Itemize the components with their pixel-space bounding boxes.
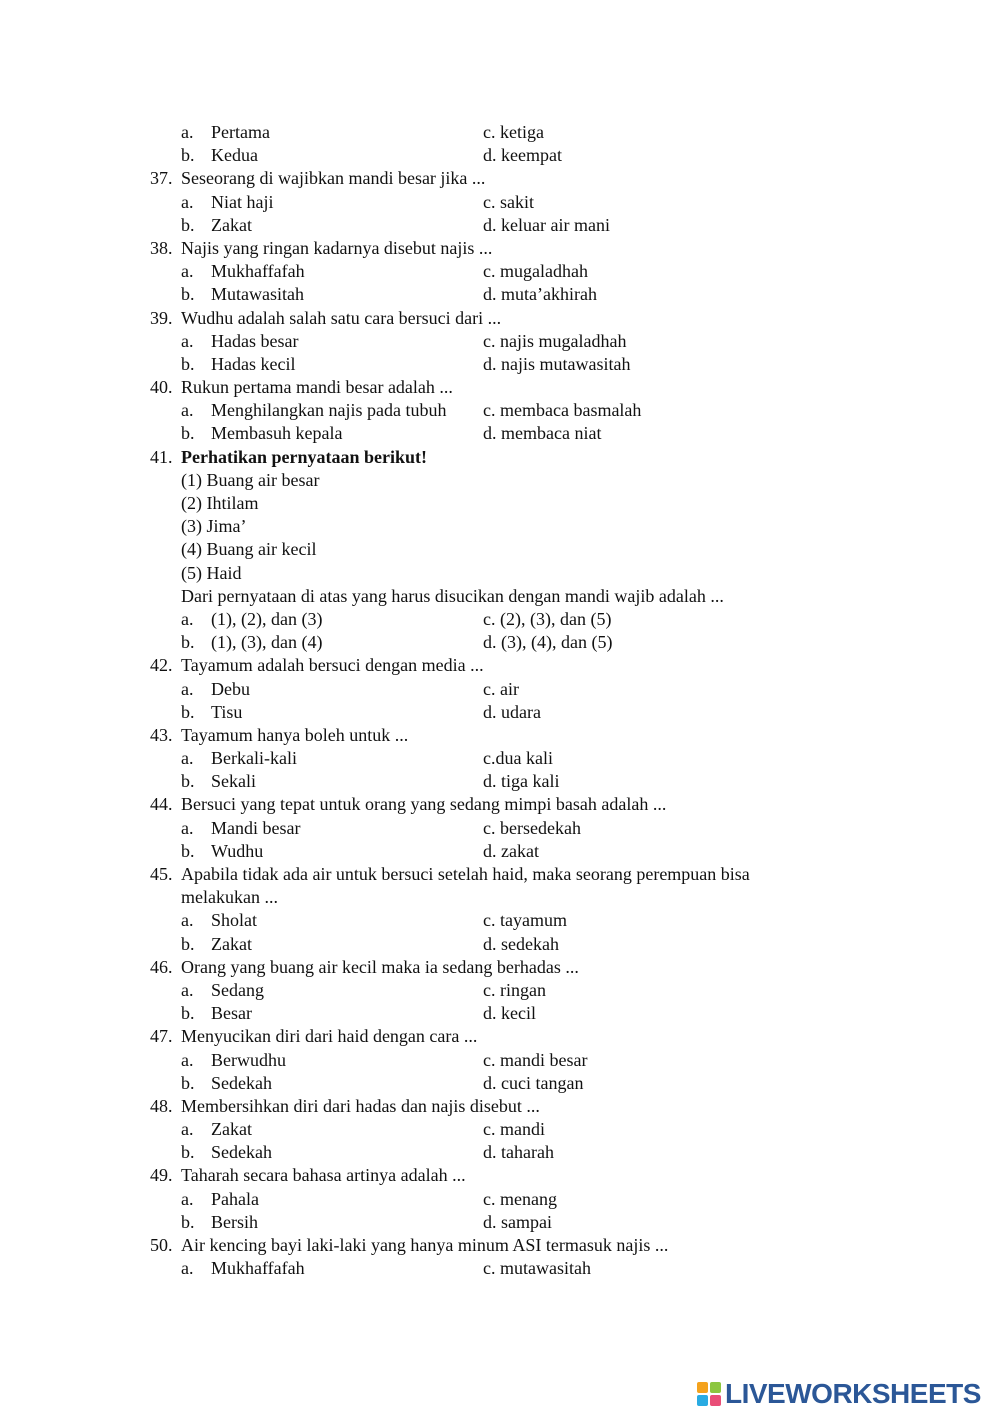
option-letter: b.	[181, 701, 195, 722]
option-right: d. udara	[483, 701, 541, 722]
question-line-text: (1) Buang air besar	[181, 469, 320, 490]
question-text: Tayamum hanya boleh untuk ...	[181, 724, 409, 745]
option-row	[0, 399, 1000, 422]
question-line-text: (4) Buang air kecil	[181, 539, 317, 560]
option-text: Pertama	[211, 122, 270, 142]
question-number: 45.	[150, 864, 173, 884]
option-text: Sedang	[211, 979, 264, 1000]
option-row	[0, 353, 1000, 376]
question-stem	[0, 167, 1000, 190]
question-number: 37.	[150, 168, 173, 189]
option-text: Menghilangkan najis pada tubuh	[211, 400, 447, 421]
question-number: 38.	[150, 237, 173, 258]
option-row	[0, 1072, 1000, 1095]
option-right: d. membaca niat	[483, 423, 602, 444]
option-right: c. air	[483, 678, 519, 699]
question-47	[0, 1025, 1000, 1095]
option-letter: b.	[181, 840, 195, 861]
option-right: d. sampai	[483, 1211, 552, 1232]
option-text: Sekali	[211, 771, 256, 792]
option-right: d. zakat	[483, 840, 539, 861]
question-stem	[0, 956, 1000, 979]
question-text: Bersuci yang tepat untuk orang yang sedang mimpi basah adalah ...	[181, 794, 667, 815]
option-right: c. mugaladhah	[483, 261, 588, 282]
option-letter: b.	[181, 284, 195, 305]
option-letter: b.	[181, 1211, 195, 1232]
option-row	[0, 121, 1000, 144]
option-right: c. mutawasitah	[483, 1258, 591, 1279]
option-right: d. kecil	[483, 1003, 536, 1024]
question-line	[0, 492, 1000, 515]
option-row	[0, 191, 1000, 214]
option-row	[0, 144, 1000, 167]
question-text: Seseorang di wajibkan mandi besar jika ...	[181, 168, 486, 189]
question-line	[0, 585, 1000, 608]
question-number: 49.	[150, 1165, 173, 1186]
option-right: d. najis mutawasitah	[483, 353, 631, 374]
option-letter: b.	[181, 933, 195, 954]
option-text: Mandi besar	[211, 817, 301, 838]
option-letter: a.	[181, 1258, 194, 1279]
question-stem	[0, 1164, 1000, 1187]
option-letter: b.	[181, 632, 195, 653]
question-43	[0, 724, 1000, 794]
option-right: d. tiga kali	[483, 771, 560, 792]
option-text: Besar	[211, 1003, 252, 1024]
question-stem	[0, 654, 1000, 677]
option-text: Membasuh kepala	[211, 423, 343, 444]
option-row	[0, 1211, 1000, 1234]
question-49	[0, 1164, 1000, 1234]
option-letter: a.	[181, 330, 194, 351]
option-right: d. (3), (4), dan (5)	[483, 632, 613, 653]
question-number: 43.	[150, 724, 173, 745]
option-right: c. membaca basmalah	[483, 400, 642, 421]
option-right: d. cuci tangan	[483, 1072, 584, 1093]
question-42	[0, 654, 1000, 724]
option-letter: b.	[181, 423, 195, 444]
option-row	[0, 1141, 1000, 1164]
question-number: 39.	[150, 307, 173, 328]
option-letter: a.	[181, 191, 194, 212]
option-text: Kedua	[211, 145, 258, 166]
question-stem	[0, 376, 1000, 399]
option-letter: a.	[181, 748, 194, 769]
question-46	[0, 956, 1000, 1026]
question-line	[0, 562, 1000, 585]
option-text: Debu	[211, 678, 250, 699]
question-number: 41.	[150, 446, 173, 467]
question-line	[0, 515, 1000, 538]
question-text: Najis yang ringan kadarnya disebut najis ...	[181, 237, 493, 258]
option-text: Sedekah	[211, 1142, 272, 1163]
question-text: Tayamum adalah bersuci dengan media ...	[181, 655, 484, 676]
option-row	[0, 979, 1000, 1002]
option-row	[0, 422, 1000, 445]
option-row	[0, 817, 1000, 840]
option-row	[0, 770, 1000, 793]
question-line	[0, 538, 1000, 561]
question-38	[0, 237, 1000, 307]
option-letter: a.	[181, 608, 194, 629]
option-letter: a.	[181, 1188, 194, 1209]
option-text: Wudhu	[211, 840, 264, 861]
question-stem	[0, 793, 1000, 816]
option-text: Berkali-kali	[211, 748, 297, 769]
option-right: c. tayamum	[483, 910, 567, 931]
question-text: Perhatikan pernyataan berikut!	[181, 446, 428, 467]
option-row	[0, 909, 1000, 932]
question-line-text: (3) Jima’	[181, 516, 247, 537]
question-line-text: (5) Haid	[181, 562, 242, 583]
option-letter: a.	[181, 400, 194, 421]
option-letter: a.	[181, 1119, 194, 1140]
option-text: (1), (3), dan (4)	[211, 632, 323, 653]
option-row	[0, 631, 1000, 654]
option-letter: b.	[181, 1003, 195, 1024]
liveworksheets-watermark	[697, 1378, 981, 1410]
question-stem	[0, 1025, 1000, 1048]
question-number: 46.	[150, 956, 173, 977]
question-50	[0, 1234, 1000, 1280]
option-row	[0, 1049, 1000, 1072]
question-line	[0, 469, 1000, 492]
question-number: 40.	[150, 377, 173, 398]
option-letter: a.	[181, 817, 194, 838]
option-row	[0, 933, 1000, 956]
question-number: 42.	[150, 655, 173, 676]
question-line-text: Dari pernyataan di atas yang harus disucikan dengan mandi wajib adalah ...	[181, 585, 724, 606]
option-right: c. ketiga	[483, 122, 544, 142]
question-line-text: melakukan ...	[181, 887, 278, 908]
option-letter: a.	[181, 910, 194, 931]
question-48	[0, 1095, 1000, 1165]
option-text: Tisu	[211, 701, 243, 722]
option-text: Zakat	[211, 1119, 252, 1140]
option-row	[0, 701, 1000, 724]
option-right: c. mandi	[483, 1119, 545, 1140]
option-right: c. ringan	[483, 979, 546, 1000]
question-37	[0, 167, 1000, 237]
question-stem	[0, 446, 1000, 469]
question-number: 47.	[150, 1026, 173, 1047]
option-letter: b.	[181, 1072, 195, 1093]
option-right: d. keluar air mani	[483, 214, 610, 235]
option-row	[0, 283, 1000, 306]
option-text: Hadas kecil	[211, 353, 296, 374]
option-row	[0, 214, 1000, 237]
option-row	[0, 1118, 1000, 1141]
option-right: d. taharah	[483, 1142, 554, 1163]
option-right: d. sedekah	[483, 933, 559, 954]
option-letter: a.	[181, 979, 194, 1000]
option-letter: a.	[181, 261, 194, 282]
option-text: Pahala	[211, 1188, 259, 1209]
option-text: Sholat	[211, 910, 258, 931]
question-stem	[0, 307, 1000, 330]
option-text: Berwudhu	[211, 1049, 286, 1070]
option-right: d. keempat	[483, 145, 562, 166]
question-40	[0, 376, 1000, 446]
liveworksheets-logo-icon	[697, 1382, 721, 1406]
option-right: c. bersedekah	[483, 817, 581, 838]
question-stem	[0, 863, 1000, 886]
question-44	[0, 793, 1000, 863]
option-text: Mukhaffafah	[211, 261, 305, 282]
option-right: c. menang	[483, 1188, 557, 1209]
option-right: c.dua kali	[483, 748, 553, 769]
question-text: Air kencing bayi laki-laki yang hanya minum ASI termasuk najis ...	[181, 1235, 669, 1255]
question-stem	[0, 1234, 1000, 1257]
brand-text: LIVEWORKSHEETS	[725, 1378, 981, 1409]
option-text: Zakat	[211, 933, 252, 954]
option-text: (1), (2), dan (3)	[211, 608, 323, 629]
option-text: Niat haji	[211, 191, 274, 212]
option-row	[0, 608, 1000, 631]
option-right: c. najis mugaladhah	[483, 330, 627, 351]
option-row	[0, 747, 1000, 770]
option-row	[0, 840, 1000, 863]
question-line	[0, 886, 1000, 909]
option-right: c. mandi besar	[483, 1049, 588, 1070]
worksheet	[0, 121, 1000, 1280]
option-letter: a.	[181, 122, 194, 142]
option-letter: a.	[181, 678, 194, 699]
question-stem	[0, 237, 1000, 260]
question-text: Membersihkan diri dari hadas dan najis disebut ...	[181, 1095, 540, 1116]
option-row	[0, 678, 1000, 701]
question-text: Apabila tidak ada air untuk bersuci setelah haid, maka seorang perempuan bisa	[181, 864, 750, 884]
question-text: Rukun pertama mandi besar adalah ...	[181, 377, 453, 398]
question-number: 44.	[150, 794, 173, 815]
question-line-text: (2) Ihtilam	[181, 493, 259, 513]
option-letter: b.	[181, 353, 195, 374]
option-letter: b.	[181, 1142, 195, 1163]
option-row	[0, 1257, 1000, 1280]
option-right: c. sakit	[483, 191, 534, 212]
question-number: 50.	[150, 1235, 173, 1255]
question-text: Wudhu adalah salah satu cara bersuci dari ...	[181, 307, 502, 328]
option-right: d. muta’akhirah	[483, 284, 597, 305]
option-letter: a.	[181, 1049, 194, 1070]
option-text: Mutawasitah	[211, 284, 304, 305]
option-letter: b.	[181, 771, 195, 792]
option-text: Sedekah	[211, 1072, 272, 1093]
question-39	[0, 307, 1000, 377]
question-text: Orang yang buang air kecil maka ia sedang berhadas ...	[181, 956, 579, 977]
question-stem	[0, 1095, 1000, 1118]
option-letter: b.	[181, 145, 195, 166]
option-right: c. (2), (3), dan (5)	[483, 608, 612, 629]
option-text: Bersih	[211, 1211, 258, 1232]
option-row	[0, 1002, 1000, 1025]
option-row	[0, 1188, 1000, 1211]
question-number: 48.	[150, 1095, 173, 1116]
option-row	[0, 260, 1000, 283]
question-text: Menyucikan diri dari haid dengan cara ...	[181, 1026, 478, 1047]
question-45	[0, 863, 1000, 956]
question-text: Taharah secara bahasa artinya adalah ...	[181, 1165, 466, 1186]
option-text: Zakat	[211, 214, 252, 235]
option-letter: b.	[181, 214, 195, 235]
question-stem	[0, 724, 1000, 747]
option-row	[0, 330, 1000, 353]
option-text: Hadas besar	[211, 330, 299, 351]
question-41	[0, 446, 1000, 655]
option-text: Mukhaffafah	[211, 1258, 305, 1279]
